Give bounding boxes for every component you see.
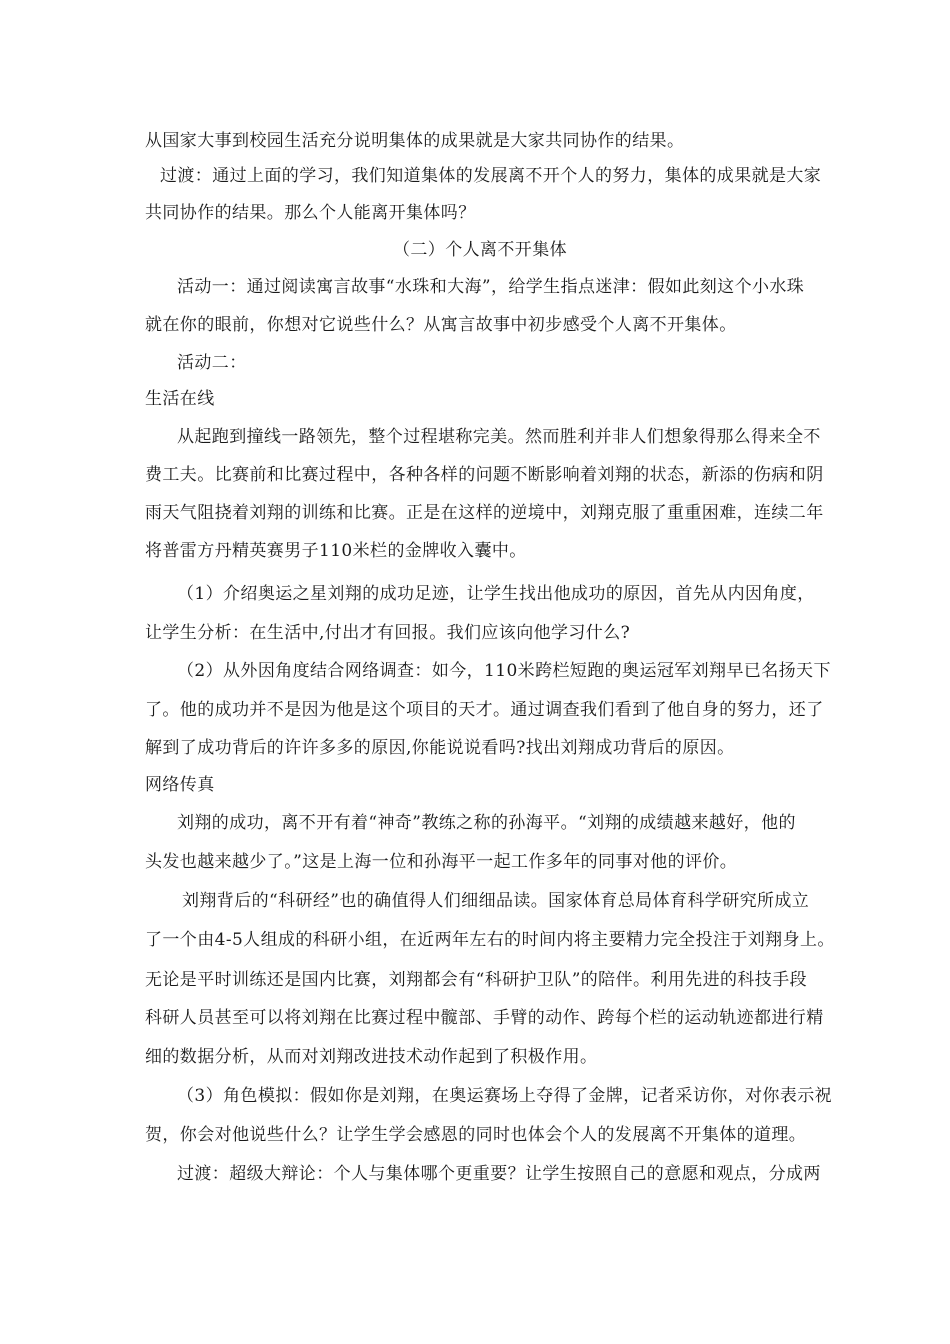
- paragraph-line: 共同协作的结果。那么个人能离开集体吗？: [145, 203, 476, 223]
- paragraph-line: 从国家大事到校园生活充分说明集体的成果就是大家共同协作的结果。: [145, 131, 685, 151]
- paragraph-line: 刘翔的成功，离不开有着“神奇”教练之称的孙海平。“刘翔的成绩越来越好，他的: [177, 813, 796, 833]
- paragraph-line: （1）介绍奥运之星刘翔的成功足迹，让学生找出他成功的原因，首先从内因角度，: [177, 584, 815, 604]
- paragraph-line: 过渡：通过上面的学习，我们知道集体的发展离不开个人的努力，集体的成果就是大家: [160, 166, 822, 186]
- paragraph-line: 了一个由4-5人组成的科研小组，在近两年左右的时间内将主要精力完全投注于刘翔身上。: [145, 930, 835, 950]
- paragraph-line: 头发也越来越少了。”这是上海一位和孙海平一起工作多年的同事对他的评价。: [145, 852, 738, 872]
- paragraph-line: （3）角色模拟：假如你是刘翔，在奥运赛场上夺得了金牌，记者采访你，对你表示祝: [177, 1086, 833, 1106]
- paragraph-line: 活动一：通过阅读寓言故事“水珠和大海”，给学生指点迷津：假如此刻这个小水珠: [177, 277, 805, 297]
- paragraph-line: 无论是平时训练还是国内比赛，刘翔都会有“科研护卫队”的陪伴。利用先进的科技手段: [145, 970, 807, 990]
- paragraph-line: 细的数据分析，从而对刘翔改进技术动作起到了积极作用。: [145, 1047, 598, 1067]
- paragraph-line: 解到了成功背后的许许多多的原因,你能说说看吗?找出刘翔成功背后的原因。: [145, 738, 735, 758]
- paragraph-line: 将普雷方丹精英赛男子110米栏的金牌收入囊中。: [145, 541, 527, 561]
- paragraph-line: 让学生分析：在生活中,付出才有回报。我们应该向他学习什么?: [145, 623, 631, 643]
- paragraph-line: 过渡：超级大辩论：个人与集体哪个更重要？让学生按照自己的意愿和观点，分成两: [177, 1164, 821, 1184]
- paragraph-line: 就在你的眼前，你想对它说些什么？从寓言故事中初步感受个人离不开集体。: [145, 315, 737, 335]
- paragraph-line: （2）从外因角度结合网络调查：如今，110米跨栏短跑的奥运冠军刘翔早已名扬天下: [177, 661, 831, 681]
- paragraph-line: 活动二：: [177, 353, 247, 373]
- paragraph-line: 费工夫。比赛前和比赛过程中，各种各样的问题不断影响着刘翔的状态，新添的伤病和阴: [145, 465, 824, 485]
- paragraph-line: 贺，你会对他说些什么？让学生学会感恩的同时也体会个人的发展离不开集体的道理。: [145, 1125, 807, 1145]
- subsection-label: 生活在线: [145, 389, 215, 409]
- paragraph-line: 刘翔背后的“科研经”也的确值得人们细细品读。国家体育总局体育科学研究所成立: [182, 891, 810, 911]
- paragraph-line: 从起跑到撞线一路领先，整个过程堪称完美。然而胜利并非人们想象得那么得来全不: [177, 427, 821, 447]
- paragraph-line: 了。他的成功并不是因为他是这个项目的天才。通过调查我们看到了他自身的努力，还了: [145, 700, 824, 720]
- paragraph-line: 科研人员甚至可以将刘翔在比赛过程中髋部、手臂的动作、跨每个栏的运动轨迹都进行精: [145, 1008, 824, 1028]
- section-heading: （二）个人离不开集体: [393, 240, 567, 260]
- subsection-label: 网络传真: [145, 775, 215, 795]
- paragraph-line: 雨天气阻挠着刘翔的训练和比赛。正是在这样的逆境中，刘翔克服了重重困难，连续二年: [145, 503, 824, 523]
